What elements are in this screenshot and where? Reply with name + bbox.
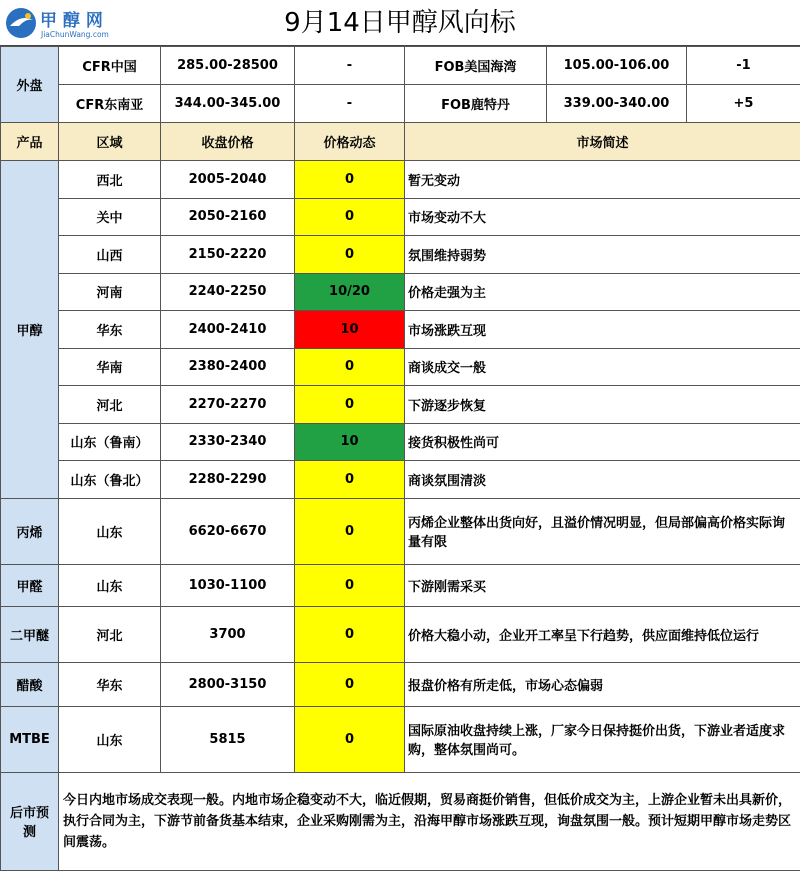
page-title: 9月14日甲醇风向标	[284, 8, 516, 38]
outer-name-a: CFR中国	[59, 47, 161, 85]
dynamic-cell: 0	[295, 386, 405, 424]
region-cell: 华南	[59, 348, 161, 386]
price-cell: 2270-2270	[161, 386, 295, 424]
dynamic-cell: 0	[295, 662, 405, 706]
price-cell: 2050-2160	[161, 198, 295, 236]
price-cell: 2280-2290	[161, 461, 295, 499]
forecast-text: 今日内地市场成交表现一般。内地市场企稳变动不大，临近假期，贸易商挺价销售，但低价成交为主，上游企业暂未出具新价，执行合同为主，下游节前备货基本结束，企业采购刚需为主，沿海甲醇市场涨跌互现，询盘氛围一般。预计短期甲醇市场走势区间震荡。	[59, 772, 800, 870]
desc-cell: 价格大稳小动，企业开工率呈下行趋势，供应面维持低位运行	[405, 606, 800, 662]
outer-market-label: 外盘	[1, 47, 59, 123]
dynamic-cell: 0	[295, 498, 405, 564]
outer-price-b: 105.00-106.00	[547, 47, 687, 85]
outer-change-b: +5	[687, 85, 800, 123]
price-cell: 2240-2250	[161, 273, 295, 311]
outer-change-b: -1	[687, 47, 800, 85]
dynamic-cell: 10	[295, 311, 405, 349]
header-product: 产品	[1, 123, 59, 161]
dynamic-cell: 0	[295, 706, 405, 772]
outer-price-b: 339.00-340.00	[547, 85, 687, 123]
dynamic-cell: 0	[295, 564, 405, 606]
product-cell: 醋酸	[1, 662, 59, 706]
header-dynamic: 价格动态	[295, 123, 405, 161]
dynamic-cell: 0	[295, 606, 405, 662]
region-cell: 山东（鲁南）	[59, 423, 161, 461]
outer-price-a: 344.00-345.00	[161, 85, 295, 123]
region-cell: 山东	[59, 564, 161, 606]
header-desc: 市场简述	[405, 123, 800, 161]
region-cell: 西北	[59, 161, 161, 199]
outer-name-b: FOB鹿特丹	[405, 85, 547, 123]
product-cell: 丙烯	[1, 498, 59, 564]
desc-cell: 报盘价格有所走低，市场心态偏弱	[405, 662, 800, 706]
desc-cell: 接货积极性尚可	[405, 423, 800, 461]
methanol-indicator-table	[0, 46, 800, 871]
region-cell: 华东	[59, 662, 161, 706]
desc-cell: 下游逐步恢复	[405, 386, 800, 424]
desc-cell: 丙烯企业整体出货向好，且溢价情况明显，但局部偏高价格实际询量有限	[405, 498, 800, 564]
outer-name-b: FOB美国海湾	[405, 47, 547, 85]
desc-cell: 商谈成交一般	[405, 348, 800, 386]
desc-cell: 市场变动不大	[405, 198, 800, 236]
region-cell: 河北	[59, 606, 161, 662]
price-cell: 2330-2340	[161, 423, 295, 461]
region-cell: 山东	[59, 706, 161, 772]
product-cell: 甲醛	[1, 564, 59, 606]
product-methanol: 甲醇	[1, 161, 59, 499]
region-cell: 关中	[59, 198, 161, 236]
product-cell: 二甲醚	[1, 606, 59, 662]
price-cell: 2380-2400	[161, 348, 295, 386]
desc-cell: 市场涨跌互现	[405, 311, 800, 349]
dynamic-cell: 0	[295, 348, 405, 386]
dynamic-cell: 0	[295, 161, 405, 199]
price-cell: 3700	[161, 606, 295, 662]
page-header	[0, 0, 800, 46]
price-cell: 6620-6670	[161, 498, 295, 564]
region-cell: 河北	[59, 386, 161, 424]
price-cell: 2150-2220	[161, 236, 295, 274]
forecast-label: 后市预测	[1, 772, 59, 870]
desc-cell: 下游刚需采买	[405, 564, 800, 606]
desc-cell: 氛围维持弱势	[405, 236, 800, 274]
outer-name-a: CFR东南亚	[59, 85, 161, 123]
dynamic-cell: 0	[295, 198, 405, 236]
header-price: 收盘价格	[161, 123, 295, 161]
outer-price-a: 285.00-28500	[161, 47, 295, 85]
region-cell: 山西	[59, 236, 161, 274]
svg-text:甲 醇 网: 甲 醇 网	[40, 11, 103, 31]
desc-cell: 商谈氛围清淡	[405, 461, 800, 499]
price-cell: 2400-2410	[161, 311, 295, 349]
region-cell: 山东	[59, 498, 161, 564]
price-cell: 5815	[161, 706, 295, 772]
product-cell: MTBE	[1, 706, 59, 772]
desc-cell: 暂无变动	[405, 161, 800, 199]
dynamic-cell: 0	[295, 461, 405, 499]
svg-text:JiaChunWang.com: JiaChunWang.com	[41, 30, 109, 39]
price-cell: 2800-3150	[161, 662, 295, 706]
price-cell: 2005-2040	[161, 161, 295, 199]
desc-cell: 价格走强为主	[405, 273, 800, 311]
dynamic-cell: 10/20	[295, 273, 405, 311]
outer-change-a: -	[295, 85, 405, 123]
desc-cell: 国际原油收盘持续上涨，厂家今日保持挺价出货，下游业者适度求购，整体氛围尚可。	[405, 706, 800, 772]
dynamic-cell: 0	[295, 236, 405, 274]
region-cell: 河南	[59, 273, 161, 311]
header-region: 区域	[59, 123, 161, 161]
outer-change-a: -	[295, 47, 405, 85]
region-cell: 华东	[59, 311, 161, 349]
price-cell: 1030-1100	[161, 564, 295, 606]
dynamic-cell: 10	[295, 423, 405, 461]
region-cell: 山东（鲁北）	[59, 461, 161, 499]
